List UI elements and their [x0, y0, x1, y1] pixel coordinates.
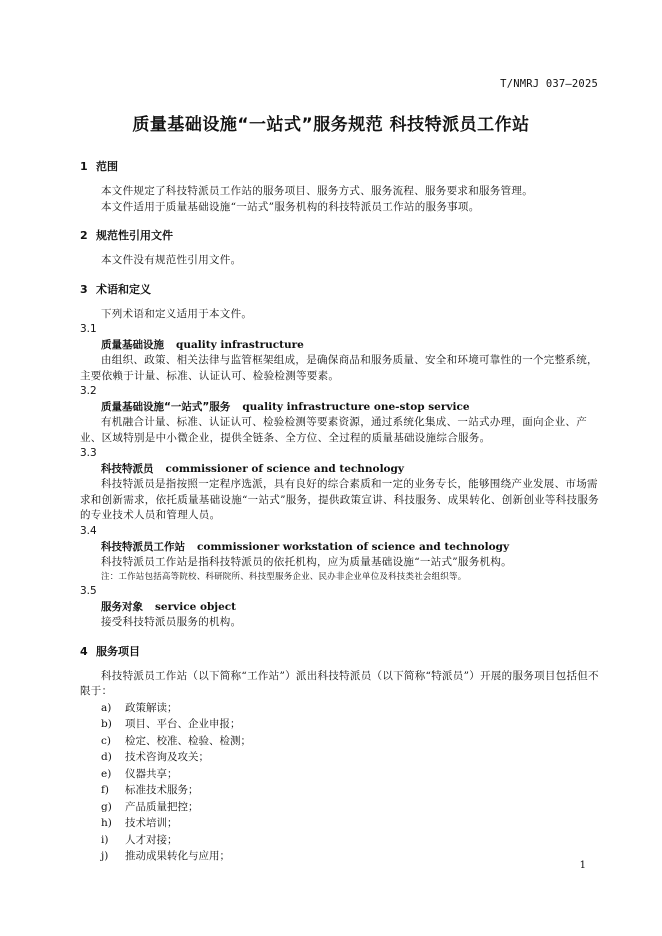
term-zh: 质量基础设施	[101, 339, 164, 351]
section-heading-service-items	[80, 643, 600, 661]
term-heading	[80, 399, 600, 415]
standard-code: T/NMRJ 037—2025	[500, 78, 598, 90]
term-definition: 科技特派员工作站是指科技特派员的依托机构，应为质量基础设施“一站式”服务机构。	[101, 555, 512, 568]
list-item	[80, 700, 600, 717]
term-en: quality infrastructure	[176, 339, 304, 351]
paragraph: 科技特派员工作站（以下简称“工作站”）派出科技特派员（以下简称“特派员”）开展的服务项目包括但不限于：	[80, 669, 599, 697]
section-heading-normative-references	[80, 227, 600, 245]
section-heading-scope	[80, 158, 600, 176]
list-marker: h)	[101, 817, 112, 829]
list-item	[80, 848, 600, 865]
section-number: 4	[80, 644, 88, 658]
list-marker: c)	[101, 734, 111, 747]
term-en: commissioner of science and technology	[165, 463, 405, 475]
term-definition: 科技特派员是指按照一定程序选派，具有良好的综合素质和一定的业务专长，能够围绕产业发展、市场需求和创新需求，依托质量基础设施“一站式”服务，提供政策宣讲、科技服务、成果转化、创新创业等科技服务的专业技术人员和管理人员。	[80, 478, 599, 521]
clause-number: 3.3	[80, 447, 97, 459]
section-title: 服务项目	[96, 644, 140, 658]
term-zh: 服务对象	[101, 601, 143, 613]
paragraph: 本文件没有规范性引用文件。	[101, 254, 242, 266]
list-item	[80, 799, 600, 816]
term-definition: 有机融合计量、标准、认证认可、检验检测等要素资源，通过系统化集成、一站式办理，面向企业、产业、区域特别是中小微企业，提供全链条、全方位、全过程的质量基础设施综合服务。	[80, 416, 587, 444]
list-text: 技术培训；	[125, 817, 178, 829]
term-heading	[80, 599, 600, 615]
list-text: 技术咨询及攻关；	[125, 751, 209, 763]
paragraph: 本文件适用于质量基础设施“一站式”服务机构的科技特派员工作站的服务事项。	[101, 200, 480, 213]
section-heading-terms	[80, 281, 600, 299]
list-text: 标准技术服务；	[125, 784, 199, 796]
list-text: 推动成果转化与应用；	[125, 850, 230, 862]
list-item	[80, 749, 600, 766]
term-note: 注：工作站包括高等院校、科研院所、科技型服务企业、民办非企业单位及科技类社会组织等。	[101, 572, 467, 582]
term-zh: 科技特派员工作站	[101, 540, 185, 553]
term-en: commissioner workstation of science and technology	[197, 540, 510, 553]
list-item	[80, 782, 600, 799]
list-marker: j)	[101, 850, 109, 862]
list-marker: d)	[101, 751, 112, 763]
list-item	[80, 766, 600, 783]
list-text: 政策解读；	[125, 701, 178, 714]
service-item-list	[80, 700, 600, 865]
term-heading	[80, 337, 600, 353]
clause-number: 3.2	[80, 385, 97, 397]
section-title: 术语和定义	[96, 282, 151, 296]
list-marker: a)	[101, 701, 112, 714]
clause-number: 3.5	[80, 585, 97, 597]
document-title: 质量基础设施“一站式”服务规范 科技特派员工作站	[132, 115, 530, 135]
list-marker: g)	[101, 800, 112, 813]
section-title: 规范性引用文件	[96, 229, 173, 242]
term-definition: 接受科技特派员服务的机构。	[101, 616, 242, 628]
section-number: 1	[80, 160, 88, 173]
list-text: 检定、校准、检验、检测；	[125, 734, 251, 747]
list-marker: i)	[101, 833, 109, 846]
document-body	[80, 158, 600, 865]
list-item	[80, 733, 600, 750]
list-item	[80, 716, 600, 733]
paragraph: 本文件规定了科技特派员工作站的服务项目、服务方式、服务流程、服务要求和服务管理。	[101, 185, 533, 197]
term-heading	[80, 539, 600, 555]
list-marker: b)	[101, 718, 112, 730]
term-en: service object	[155, 601, 237, 613]
section-number: 3	[80, 282, 88, 296]
section-title: 范围	[96, 160, 118, 173]
clause-number: 3.4	[80, 524, 97, 537]
list-text: 人才对接；	[125, 833, 178, 846]
term-definition: 由组织、政策、相关法律与监管框架组成，是确保商品和服务质量、安全和环境可靠性的一个完整系统，主要依赖于计量、标准、认证认可、检验检测等要素。	[80, 354, 598, 382]
list-text: 仪器共享；	[125, 767, 178, 780]
list-item	[80, 832, 600, 849]
paragraph: 下列术语和定义适用于本文件。	[101, 307, 253, 320]
term-zh: 科技特派员	[101, 463, 154, 475]
term-heading	[80, 461, 600, 477]
list-text: 产品质量把控；	[125, 800, 199, 813]
list-item	[80, 815, 600, 832]
list-marker: f)	[101, 784, 109, 796]
clause-number: 3.1	[80, 323, 97, 335]
list-text: 项目、平台、企业申报；	[125, 718, 241, 730]
page-number: 1	[579, 860, 586, 871]
term-zh: 质量基础设施“一站式”服务	[101, 401, 231, 413]
section-number: 2	[80, 229, 88, 242]
list-marker: e)	[101, 767, 112, 780]
term-en: quality infrastructure one-stop service	[242, 401, 470, 413]
